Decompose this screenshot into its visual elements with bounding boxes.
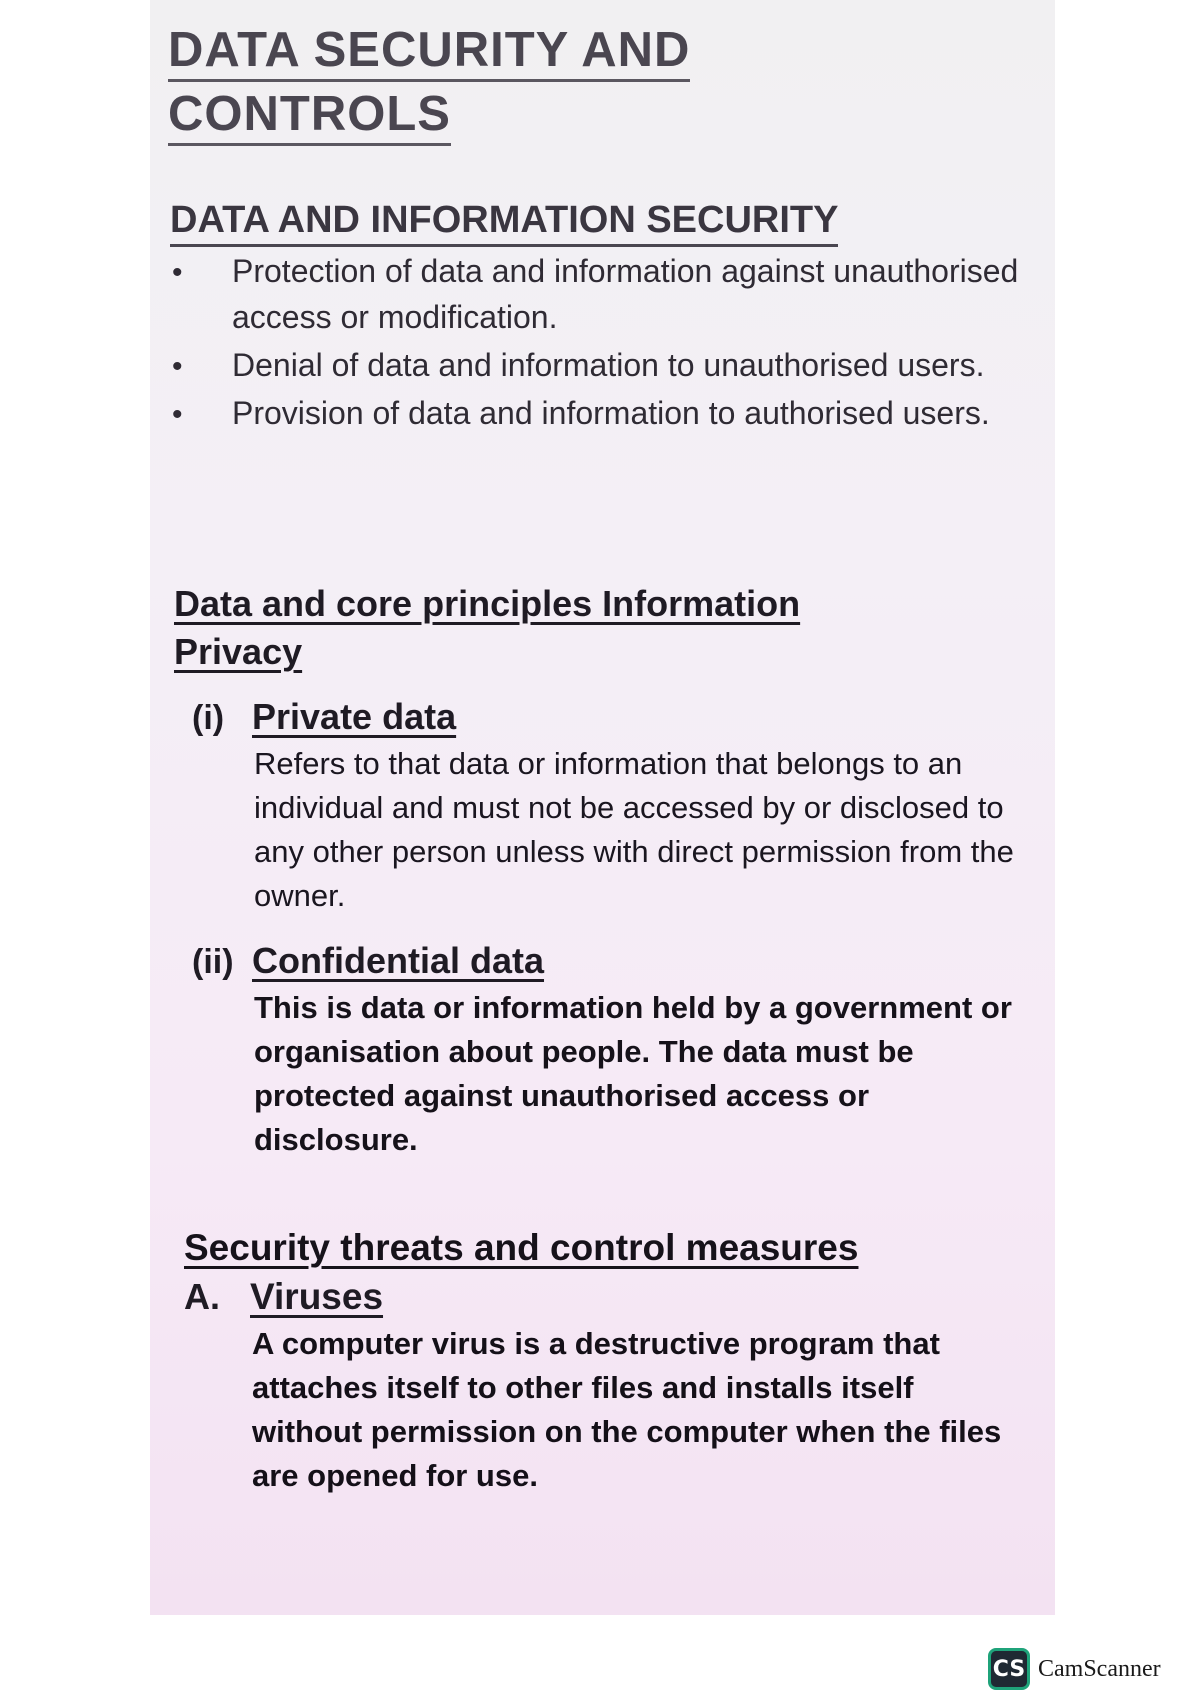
item-marker: A. bbox=[184, 1276, 220, 1317]
item-marker: (i) bbox=[192, 699, 225, 737]
page-title-line-1: DATA SECURITY AND bbox=[168, 21, 690, 82]
camscanner-logo-icon: CS bbox=[988, 1648, 1030, 1690]
item-marker: (ii) bbox=[192, 943, 234, 981]
bullet-text: Protection of data and information against unauthorised access or modification. bbox=[232, 253, 1019, 335]
list-item bbox=[170, 248, 1030, 340]
page-title-line-2: CONTROLS bbox=[168, 85, 451, 146]
private-data-title: Private data bbox=[252, 696, 457, 737]
viruses-definition: A computer virus is a destructive program that attaches itself to other files and installs itself without permission on the computer when the files are opened for use. bbox=[252, 1326, 1002, 1493]
list-item bbox=[170, 342, 1030, 388]
camscanner-watermark bbox=[988, 1648, 1161, 1690]
section-heading-data-information-security: DATA AND INFORMATION SECURITY bbox=[170, 196, 838, 247]
bullet-text: Denial of data and information to unauthorised users. bbox=[232, 347, 985, 383]
confidential-data-heading bbox=[192, 940, 1012, 982]
section-heading-information-privacy: Data and core principles Information Privacy bbox=[174, 583, 801, 672]
camscanner-brand-name: CamScanner bbox=[1038, 1655, 1161, 1682]
private-data-heading bbox=[192, 696, 1012, 738]
bullet-icon: • bbox=[172, 256, 183, 289]
bullet-text: Provision of data and information to authorised users. bbox=[232, 395, 990, 431]
section-heading-security-threats: Security threats and control measures bbox=[184, 1227, 859, 1268]
viruses-title: Viruses bbox=[250, 1276, 384, 1317]
private-data-definition: Refers to that data or information that belongs to an individual and must not be accessed by or disclosed to any other person unless with direct permission from the owner. bbox=[254, 746, 1014, 913]
confidential-data-definition: This is data or information held by a government or organisation about people. The data must be protected against unauthorised access or disclosure. bbox=[254, 990, 1012, 1157]
confidential-data-title: Confidential data bbox=[252, 940, 545, 981]
viruses-block bbox=[184, 1276, 1004, 1498]
security-bullet-list bbox=[170, 248, 1030, 438]
viruses-heading bbox=[184, 1276, 1004, 1318]
list-item bbox=[170, 390, 1030, 436]
private-data-block bbox=[192, 696, 1012, 918]
page-title bbox=[168, 18, 690, 146]
confidential-data-block bbox=[192, 940, 1012, 1162]
bullet-icon: • bbox=[172, 350, 183, 383]
scanned-page bbox=[150, 0, 1055, 1615]
bullet-icon: • bbox=[172, 398, 183, 431]
